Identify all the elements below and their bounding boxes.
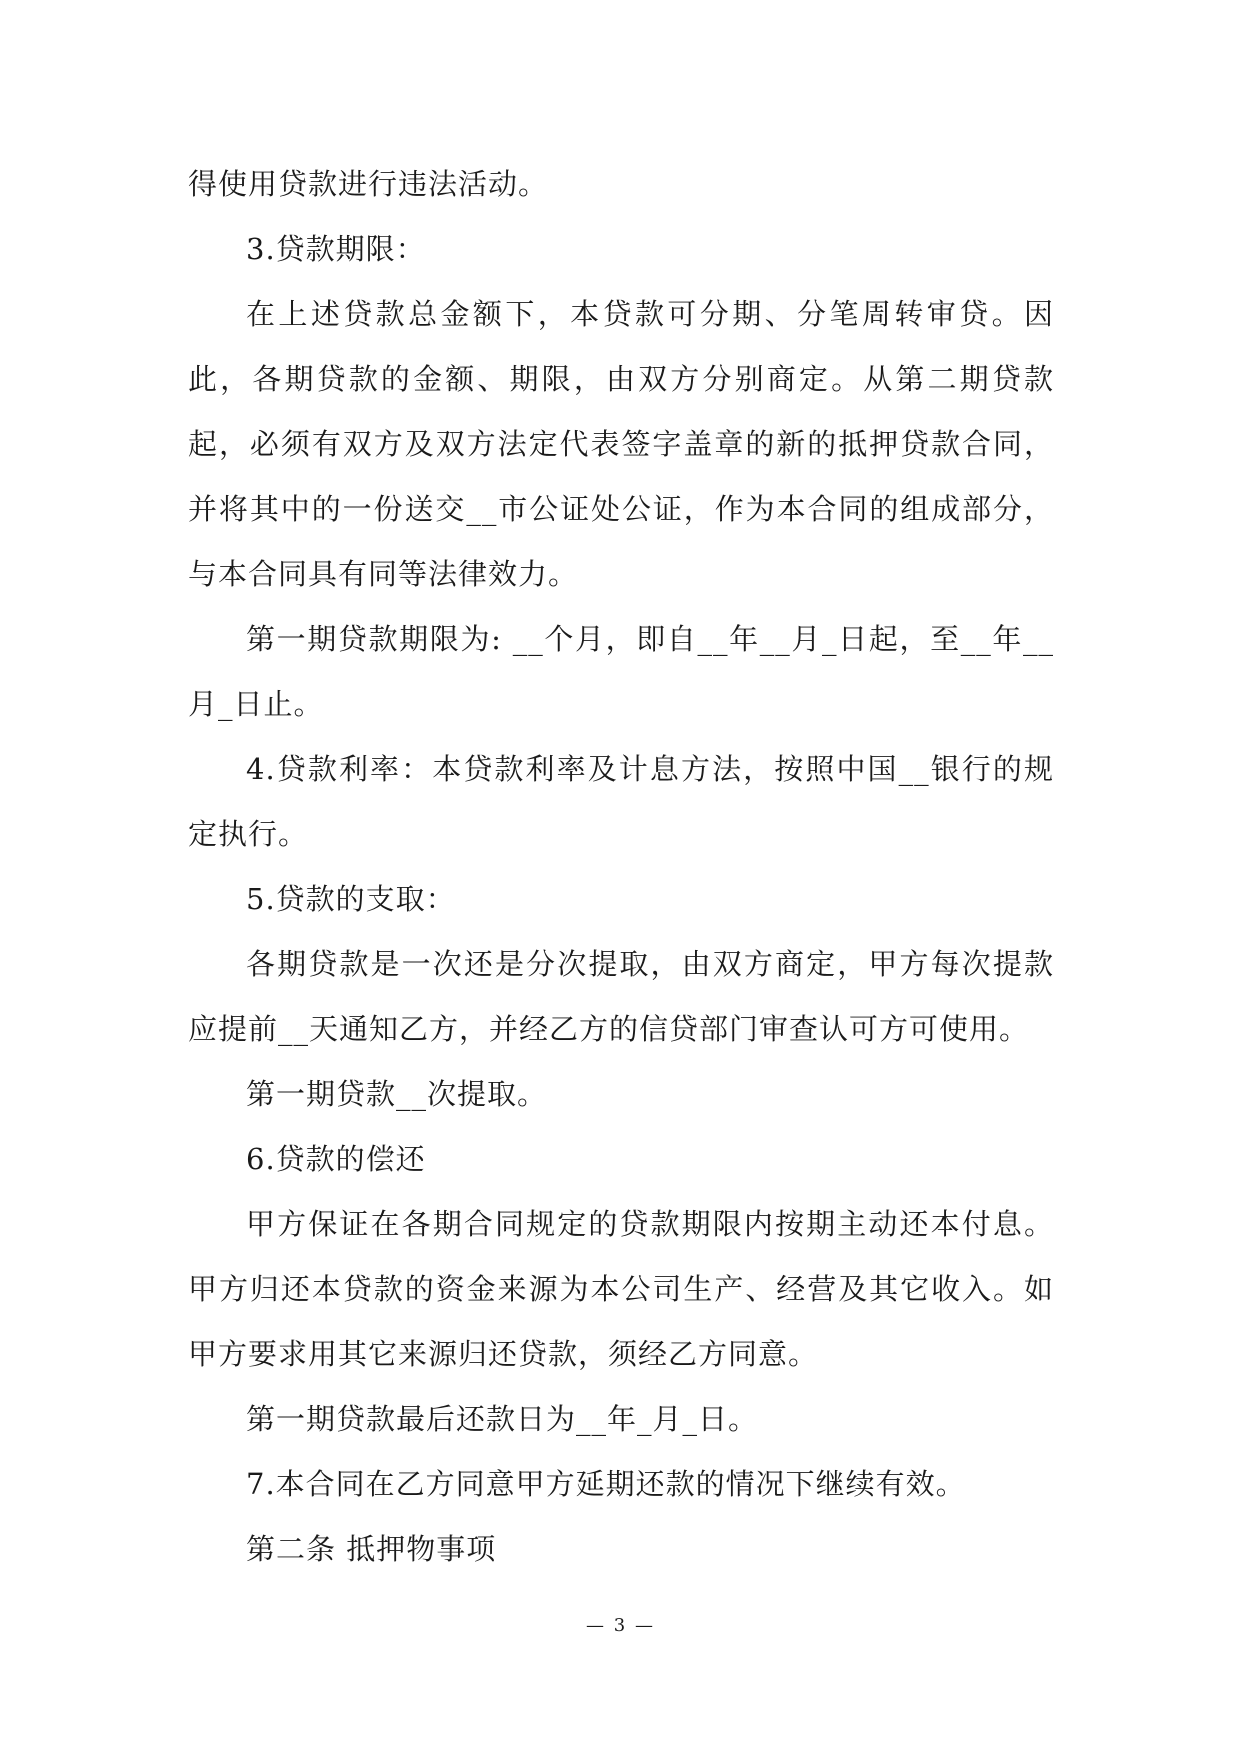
- page-number: — 3 —: [586, 1615, 655, 1636]
- paragraph-8: 第一期贷款__次提取。: [246, 1077, 548, 1111]
- paragraph-10: 甲方保证在各期合同规定的贷款期限内按期主动还本付息。甲方归还本贷款的资金来源为本公司生产、经营及其它收入。如甲方要求用其它来源归还贷款，须经乙方同意。: [188, 1207, 1054, 1371]
- section-heading-interest-rate: 4.贷款利率：本贷款利率及计息方法，按照中国__银行的规定执行。: [188, 752, 1054, 851]
- paragraph-4: 第一期贷款期限为: __个月，即自__年__月_日起，至__年__月_日止。: [188, 622, 1054, 721]
- paragraph-7: 各期贷款是一次还是分次提取，由双方商定，甲方每次提款应提前__天通知乙方，并经乙方的信贷部门审查认可方可使用。: [188, 947, 1054, 1046]
- article-heading-collateral: 第二条 抵押物事项: [246, 1532, 497, 1566]
- document-body: [188, 152, 1054, 1582]
- paragraph-1: 得使用贷款进行违法活动。: [188, 167, 549, 201]
- section-heading-validity: 7.本合同在乙方同意甲方延期还款的情况下继续有效。: [246, 1467, 966, 1501]
- section-heading-loan-term: 3.贷款期限：: [246, 232, 426, 266]
- section-heading-repayment: 6.贷款的偿还: [246, 1142, 426, 1176]
- paragraph-3: 在上述贷款总金额下，本贷款可分期、分笔周转审贷。因此，各期贷款的金额、期限，由双方分别商定。从第二期贷款起，必须有双方及双方法定代表签字盖章的新的抵押贷款合同，并将其中的一份送交__市公证处公证，作为本合同的组成部分，与本合同具有同等法律效力。: [188, 297, 1054, 591]
- paragraph-11: 第一期贷款最后还款日为__年_月_日。: [246, 1402, 759, 1436]
- section-heading-withdrawal: 5.贷款的支取：: [246, 882, 456, 916]
